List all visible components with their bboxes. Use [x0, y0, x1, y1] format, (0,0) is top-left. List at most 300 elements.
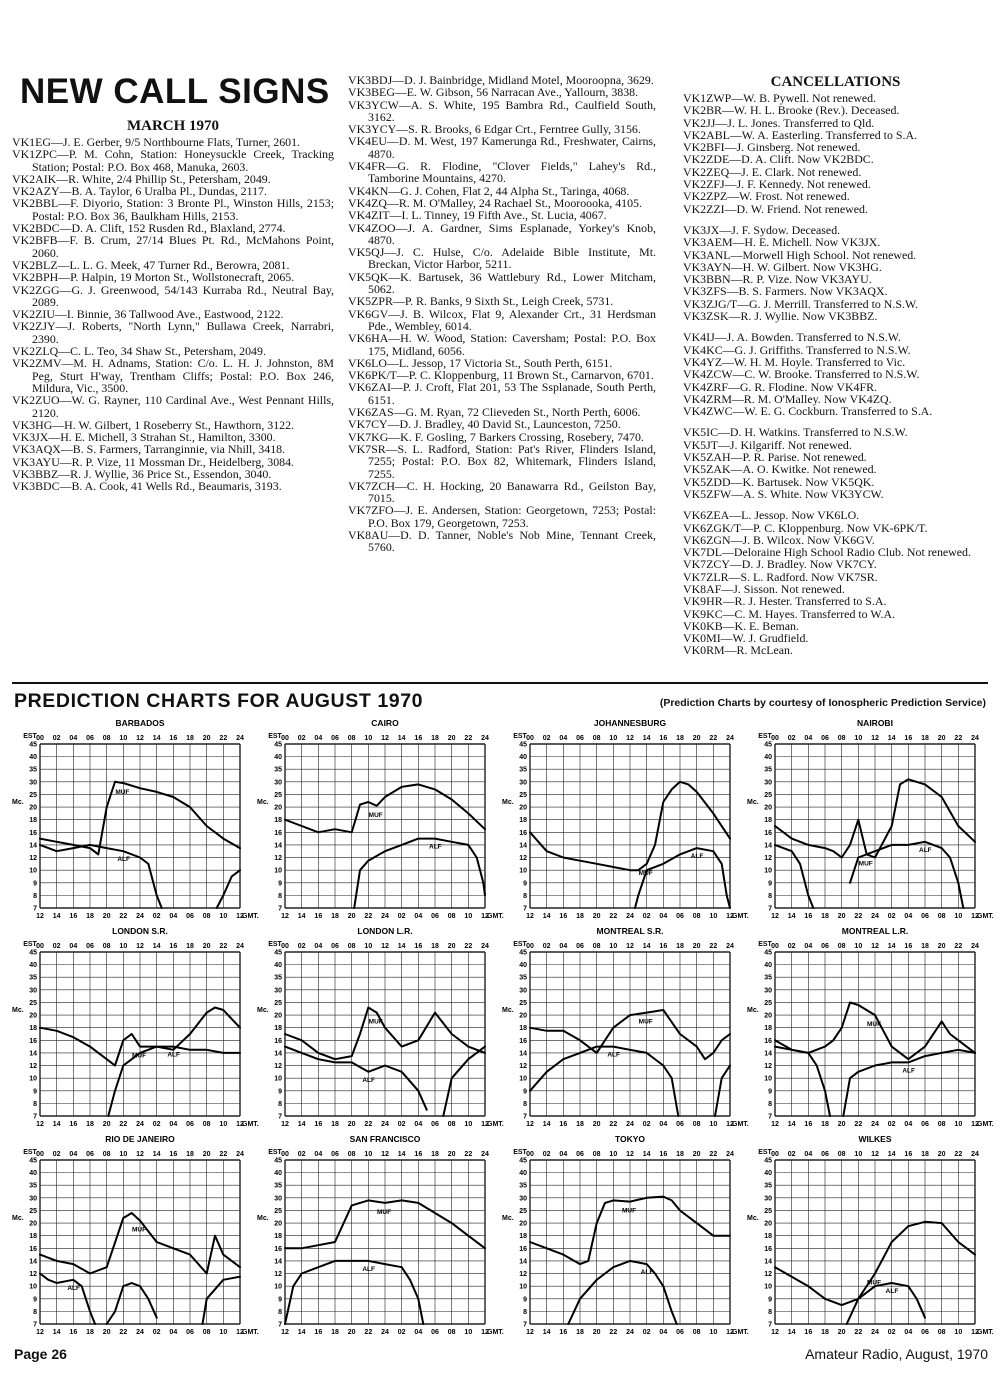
y-tick-label: 35 — [519, 974, 527, 982]
x-top-tick-label: 22 — [954, 1151, 963, 1158]
x-top-tick-label: 08 — [347, 1151, 356, 1158]
y-tick-label: 40 — [29, 962, 37, 970]
x-bottom-tick-label: 14 — [787, 1329, 796, 1336]
alf-label: ALF — [362, 1265, 375, 1273]
x-top-tick-label: 06 — [331, 943, 339, 950]
y-tick-label: 20 — [274, 804, 282, 812]
x-bottom-tick-label: 22 — [119, 1121, 128, 1128]
gmt-label: GMT. — [487, 1329, 504, 1336]
x-bottom-tick-label: 08 — [937, 913, 946, 920]
x-bottom-tick-label: 12 — [281, 1329, 289, 1336]
y-tick-label: 7 — [33, 1113, 37, 1121]
y-axis-label: Mc. — [747, 799, 759, 807]
alf-label: ALF — [885, 1288, 899, 1295]
x-top-tick-label: 04 — [314, 735, 323, 742]
x-top-tick-label: 12 — [626, 1151, 634, 1158]
y-tick-label: 9 — [278, 1088, 282, 1096]
gmt-label: GMT. — [732, 1121, 749, 1128]
muf-label: MUF — [638, 1018, 653, 1026]
x-top-tick-label: 06 — [86, 1151, 94, 1158]
x-top-tick-label: 24 — [236, 1151, 244, 1158]
x-bottom-tick-label: 18 — [576, 913, 584, 920]
x-top-tick-label: 20 — [937, 1151, 946, 1158]
cancellations-column — [683, 74, 988, 657]
x-bottom-tick-label: 22 — [854, 1329, 863, 1336]
y-tick-label: 35 — [764, 1182, 772, 1190]
prediction-chart — [255, 716, 504, 922]
chart-title: MONTREAL S.R. — [596, 926, 664, 936]
x-top-tick-label: 00 — [526, 735, 534, 742]
x-top-tick-label: 08 — [837, 1151, 846, 1158]
x-bottom-tick-label: 14 — [297, 1329, 306, 1336]
y-tick-label: 45 — [764, 1157, 772, 1165]
call-sign-entry: VK3BDC—B. A. Cook, 41 Wells Rd., Beaumaris, 3193. — [12, 479, 282, 494]
alf-curve — [775, 1047, 830, 1116]
gmt-label: GMT. — [487, 913, 504, 920]
y-tick-label: 10 — [519, 1075, 527, 1083]
x-top-tick-label: 20 — [692, 943, 701, 950]
x-top-tick-label: 24 — [726, 943, 734, 950]
y-tick-label: 25 — [519, 999, 527, 1007]
x-top-tick-label: 12 — [136, 1151, 144, 1158]
muf-label: MUF — [867, 1279, 882, 1287]
x-top-tick-label: 06 — [576, 1151, 584, 1158]
call-sign-entry: VK5QK—K. Bartusek, 36 Wattlebury Rd., Lower Mitcham, 5062. — [348, 269, 656, 297]
prediction-chart — [745, 1132, 994, 1338]
call-sign-entry: VK2ZGG—G. J. Greenwood, 54/143 Kurraba Rd., Neutral Bay, 2089. — [12, 282, 334, 309]
y-tick-label: 25 — [29, 1207, 37, 1215]
est-label: EST. — [268, 1149, 283, 1156]
y-tick-label: 30 — [519, 779, 527, 787]
x-top-tick-label: 16 — [659, 735, 668, 742]
y-tick-label: 14 — [29, 1258, 37, 1266]
prediction-chart — [255, 1132, 504, 1338]
y-axis-label: Mc. — [502, 1007, 514, 1015]
cancellation-entry: VK5ZDD—K. Bartusek. Now VK5QK. — [683, 474, 875, 489]
y-tick-label: 12 — [519, 855, 527, 863]
x-top-tick-label: 08 — [102, 1151, 111, 1158]
y-tick-label: 12 — [519, 1271, 527, 1279]
y-axis-label: Mc. — [747, 1215, 759, 1223]
x-bottom-tick-label: 24 — [381, 913, 389, 920]
y-tick-label: 8 — [768, 1308, 772, 1316]
y-tick-label: 12 — [274, 855, 282, 863]
y-axis-label: Mc. — [502, 799, 514, 807]
x-top-tick-label: 16 — [904, 735, 913, 742]
y-tick-label: 7 — [523, 1321, 527, 1329]
y-tick-label: 30 — [29, 987, 37, 995]
x-top-tick-label: 12 — [381, 1151, 389, 1158]
x-bottom-tick-label: 06 — [676, 1121, 684, 1128]
x-top-tick-label: 18 — [431, 943, 439, 950]
x-bottom-tick-label: 08 — [447, 1329, 456, 1336]
y-tick-label: 9 — [278, 1296, 282, 1304]
x-top-tick-label: 12 — [626, 943, 634, 950]
y-tick-label: 9 — [523, 880, 527, 888]
x-bottom-tick-label: 18 — [86, 913, 94, 920]
y-tick-label: 25 — [274, 1207, 282, 1215]
y-tick-label: 45 — [519, 949, 527, 957]
x-bottom-tick-label: 02 — [642, 913, 651, 920]
y-tick-label: 45 — [29, 1157, 37, 1165]
x-bottom-tick-label: 06 — [921, 1121, 929, 1128]
y-tick-label: 7 — [768, 905, 772, 913]
x-top-tick-label: 12 — [381, 735, 389, 742]
cancellation-entry: VK4ZRM—R. M. O'Malley. Now VK4ZQ. — [683, 391, 892, 406]
y-tick-label: 16 — [519, 1037, 527, 1045]
y-tick-label: 25 — [29, 791, 37, 799]
chart-svg — [10, 924, 259, 1130]
x-top-tick-label: 22 — [219, 735, 228, 742]
x-bottom-tick-label: 22 — [364, 1329, 373, 1336]
x-top-tick-label: 08 — [102, 735, 111, 742]
x-top-tick-label: 22 — [709, 735, 718, 742]
y-tick-label: 18 — [519, 1025, 527, 1033]
x-bottom-tick-label: 04 — [904, 1121, 913, 1128]
prediction-chart — [10, 1132, 259, 1338]
y-tick-label: 18 — [274, 1233, 282, 1241]
x-bottom-tick-label: 12 — [971, 1329, 979, 1336]
y-tick-label: 25 — [274, 791, 282, 799]
x-bottom-tick-label: 16 — [804, 1121, 813, 1128]
call-sign-entry: VK6ZAI—P. J. Croft, Flat 201, 53 The Ssplanade, South Perth, 6151. — [348, 380, 656, 407]
x-bottom-tick-label: 12 — [236, 913, 244, 920]
gmt-label: GMT. — [487, 1121, 504, 1128]
y-tick-label: 10 — [764, 867, 772, 875]
x-bottom-tick-label: 06 — [921, 1329, 929, 1336]
alf-curve — [443, 1047, 485, 1116]
x-bottom-tick-label: 04 — [659, 913, 668, 920]
muf-label: MUF — [638, 869, 653, 877]
x-top-tick-label: 08 — [837, 735, 846, 742]
x-bottom-tick-label: 20 — [102, 1121, 111, 1128]
y-tick-label: 16 — [29, 1245, 37, 1253]
x-top-tick-label: 22 — [464, 1151, 473, 1158]
x-top-tick-label: 22 — [709, 943, 718, 950]
y-tick-label: 35 — [519, 766, 527, 774]
x-bottom-tick-label: 22 — [364, 913, 373, 920]
x-bottom-tick-label: 22 — [609, 1329, 618, 1336]
call-sign-entry: VK1EG—J. E. Gerber, 9/5 Northbourne Flats, Turner, 2601. — [12, 135, 301, 149]
x-top-tick-label: 12 — [871, 943, 879, 950]
cancellation-entry: VK5ZAK—A. O. Kwitke. Not renewed. — [683, 462, 877, 477]
x-bottom-tick-label: 08 — [202, 1329, 211, 1336]
cancellation-entry: VK5ZAH—P. R. Parise. Not renewed. — [683, 450, 867, 465]
x-bottom-tick-label: 12 — [726, 1121, 734, 1128]
x-top-tick-label: 04 — [69, 1151, 78, 1158]
cancellation-group — [683, 224, 988, 322]
x-bottom-tick-label: 08 — [692, 1329, 701, 1336]
x-bottom-tick-label: 12 — [481, 913, 489, 920]
alf-label: ALF — [902, 1067, 915, 1075]
x-bottom-tick-label: 14 — [52, 1121, 61, 1128]
x-top-tick-label: 10 — [854, 735, 863, 742]
x-bottom-tick-label: 10 — [709, 913, 718, 920]
chart-title: CAIRO — [371, 718, 399, 728]
x-top-tick-label: 24 — [971, 735, 979, 742]
y-tick-label: 18 — [519, 1233, 527, 1241]
cancellation-entry: VK0KB—K. E. Beman. — [683, 618, 799, 633]
x-bottom-tick-label: 20 — [837, 1329, 846, 1336]
x-top-tick-label: 06 — [821, 943, 829, 950]
x-top-tick-label: 18 — [676, 1151, 684, 1158]
x-bottom-tick-label: 10 — [954, 1329, 963, 1336]
y-tick-label: 16 — [274, 1245, 282, 1253]
cancellation-entry: VK3JX—J. F. Sydow. Deceased. — [683, 222, 841, 237]
y-tick-label: 30 — [519, 1195, 527, 1203]
x-top-tick-label: 20 — [937, 943, 946, 950]
y-tick-label: 9 — [768, 1088, 772, 1096]
x-bottom-tick-label: 04 — [169, 1121, 178, 1128]
y-tick-label: 25 — [274, 999, 282, 1007]
x-top-tick-label: 14 — [152, 735, 161, 742]
x-top-tick-label: 20 — [447, 943, 456, 950]
y-tick-label: 35 — [274, 974, 282, 982]
y-tick-label: 30 — [519, 987, 527, 995]
y-tick-label: 40 — [29, 754, 37, 762]
x-bottom-tick-label: 10 — [219, 1121, 228, 1128]
y-tick-label: 20 — [519, 1220, 527, 1228]
call-sign-entry: VK6LO—L. Jessop, 17 Victoria St., South Perth, 6151. — [348, 355, 613, 370]
x-bottom-tick-label: 02 — [152, 1121, 161, 1128]
call-sign-entry: VK2ZIU—I. Binnie, 36 Tallwood Ave., Eastwood, 2122. — [12, 307, 284, 322]
y-tick-label: 35 — [274, 1182, 282, 1190]
x-bottom-tick-label: 02 — [642, 1121, 651, 1128]
x-bottom-tick-label: 16 — [69, 1329, 78, 1336]
x-top-tick-label: 12 — [871, 735, 879, 742]
publication-name: Amateur Radio, August, 1970 — [805, 1346, 988, 1362]
x-top-tick-label: 22 — [219, 943, 228, 950]
chart-title: NAIROBI — [857, 718, 893, 728]
x-top-tick-label: 00 — [281, 1151, 289, 1158]
cancellations-list — [683, 92, 988, 657]
chart-title: LONDON S.R. — [112, 926, 168, 936]
y-tick-label: 16 — [274, 1037, 282, 1045]
x-top-tick-label: 20 — [692, 1151, 701, 1158]
muf-label: MUF — [368, 1018, 383, 1026]
cancellation-entry: VK7ZCY—D. J. Bradley. Now VK7CY. — [683, 557, 877, 572]
x-top-tick-label: 18 — [921, 735, 929, 742]
y-tick-label: 30 — [764, 1195, 772, 1203]
x-top-tick-label: 16 — [659, 943, 668, 950]
call-sign-entry: VK7ZCH—C. H. Hocking, 20 Banawarra Rd., Geilston Bay, 7015. — [348, 478, 656, 506]
y-tick-label: 10 — [274, 1075, 282, 1083]
x-top-tick-label: 12 — [626, 735, 634, 742]
chart-title: LONDON L.R. — [357, 926, 413, 936]
chart-title: SAN FRANCISCO — [349, 1134, 421, 1144]
cancellation-entry: VK2BR—W. H. L. Brooke (Rev.). Deceased. — [683, 103, 900, 118]
x-top-tick-label: 08 — [592, 1151, 601, 1158]
x-bottom-tick-label: 20 — [102, 913, 111, 920]
prediction-chart — [255, 924, 504, 1130]
x-bottom-tick-label: 10 — [464, 1121, 473, 1128]
chart-title: WILKES — [858, 1134, 892, 1144]
x-bottom-tick-label: 20 — [347, 1329, 356, 1336]
x-top-tick-label: 22 — [954, 943, 963, 950]
x-top-tick-label: 22 — [709, 1151, 718, 1158]
y-tick-label: 8 — [768, 892, 772, 900]
y-tick-label: 7 — [768, 1113, 772, 1121]
cancellation-entry: VK4IJ—J. A. Bowden. Transferred to N.S.W. — [683, 330, 901, 345]
x-top-tick-label: 10 — [364, 735, 373, 742]
x-bottom-tick-label: 20 — [592, 1329, 601, 1336]
y-tick-label: 8 — [523, 1100, 527, 1108]
y-tick-label: 35 — [29, 766, 37, 774]
chart-svg — [10, 716, 259, 922]
x-bottom-tick-label: 12 — [526, 1121, 534, 1128]
y-tick-label: 35 — [519, 1182, 527, 1190]
x-top-tick-label: 00 — [526, 1151, 534, 1158]
x-bottom-tick-label: 20 — [347, 913, 356, 920]
x-top-tick-label: 02 — [297, 735, 306, 742]
y-tick-label: 40 — [519, 1170, 527, 1178]
x-bottom-tick-label: 04 — [659, 1121, 668, 1128]
call-signs-column-1 — [12, 118, 334, 493]
x-bottom-tick-label: 20 — [347, 1121, 356, 1128]
x-bottom-tick-label: 24 — [136, 913, 144, 920]
x-top-tick-label: 20 — [937, 735, 946, 742]
y-tick-label: 9 — [33, 1088, 37, 1096]
x-top-tick-label: 06 — [331, 735, 339, 742]
chart-title: JOHANNESBURG — [593, 718, 667, 728]
prediction-title: PREDICTION CHARTS FOR AUGUST 1970 — [14, 690, 424, 712]
y-tick-label: 16 — [274, 829, 282, 837]
y-tick-label: 40 — [764, 754, 772, 762]
cancellation-entry: VK6ZEA—L. Jessop. Now VK6LO. — [683, 508, 860, 523]
x-top-tick-label: 20 — [202, 1151, 211, 1158]
x-top-tick-label: 18 — [186, 943, 194, 950]
y-tick-label: 25 — [519, 791, 527, 799]
cancellation-entry: VK9KC—C. M. Hayes. Transferred to W.A. — [683, 606, 896, 621]
cancellation-entry: VK3ANL—Morwell High School. Not renewed. — [683, 247, 917, 262]
y-tick-label: 45 — [519, 1157, 527, 1165]
y-axis-label: Mc. — [257, 799, 269, 807]
x-top-tick-label: 12 — [136, 943, 144, 950]
x-top-tick-label: 08 — [102, 943, 111, 950]
x-bottom-tick-label: 06 — [186, 913, 194, 920]
y-tick-label: 12 — [274, 1271, 282, 1279]
y-tick-label: 18 — [274, 817, 282, 825]
y-tick-label: 12 — [29, 1271, 37, 1279]
x-bottom-tick-label: 20 — [592, 1121, 601, 1128]
x-top-tick-label: 14 — [397, 735, 406, 742]
alf-curve — [107, 1283, 157, 1324]
muf-label: MUF — [858, 860, 873, 868]
x-top-tick-label: 16 — [659, 1151, 668, 1158]
x-bottom-tick-label: 14 — [297, 913, 306, 920]
y-tick-label: 45 — [764, 741, 772, 749]
alf-label: ALF — [690, 853, 704, 861]
call-sign-entry: VK4ZIT—I. L. Tinney, 19 Fifth Ave., St. Lucia, 4067. — [348, 208, 607, 223]
y-tick-label: 14 — [274, 1050, 282, 1058]
y-tick-label: 14 — [519, 1050, 527, 1058]
cancellation-entry: VK8AF—J. Sisson. Not renewed. — [683, 581, 845, 596]
chart-svg — [500, 1132, 749, 1338]
x-top-tick-label: 02 — [297, 943, 306, 950]
chart-title: TOKYO — [614, 1134, 646, 1144]
cancellation-entry: VK2JJ—J. L. Jones. Transferred to Qld. — [683, 115, 875, 130]
chart-svg — [500, 924, 749, 1130]
prediction-chart — [745, 716, 994, 922]
x-top-tick-label: 14 — [397, 943, 406, 950]
x-bottom-tick-label: 10 — [219, 913, 228, 920]
x-top-tick-label: 18 — [921, 1151, 929, 1158]
call-sign-entry: VK3BDJ—D. J. Bainbridge, Midland Motel, Mooroopna, 3629. — [348, 73, 654, 87]
muf-label: MUF — [132, 1226, 147, 1234]
est-label: EST. — [23, 733, 38, 740]
y-tick-label: 10 — [274, 867, 282, 875]
x-top-tick-label: 16 — [414, 735, 423, 742]
y-tick-label: 12 — [519, 1063, 527, 1071]
x-top-tick-label: 10 — [609, 943, 618, 950]
call-sign-entry: VK7ZFO—J. E. Andersen, Station: Georgetown, 7253; Postal: P.O. Box 179, Georgetown, 7253. — [348, 503, 656, 530]
x-top-tick-label: 04 — [69, 735, 78, 742]
x-top-tick-label: 12 — [871, 1151, 879, 1158]
cancellation-entry: VK4ZWC—W. E. G. Cockburn. Transferred to S.A. — [683, 404, 933, 419]
alf-label: ALF — [919, 846, 932, 854]
call-sign-entry: VK3HG—H. W. Gilbert, 1 Roseberry St., Hawthorn, 3122. — [12, 417, 295, 432]
x-bottom-tick-label: 16 — [314, 1121, 323, 1128]
x-top-tick-label: 12 — [381, 943, 389, 950]
est-label: EST. — [758, 733, 773, 740]
muf-label: MUF — [622, 1207, 637, 1215]
x-top-tick-label: 06 — [821, 1151, 829, 1158]
y-tick-label: 20 — [519, 1012, 527, 1020]
x-bottom-tick-label: 24 — [626, 1329, 634, 1336]
x-top-tick-label: 20 — [202, 735, 211, 742]
y-tick-label: 9 — [768, 1296, 772, 1304]
y-tick-label: 8 — [523, 1308, 527, 1316]
x-bottom-tick-label: 12 — [281, 1121, 289, 1128]
x-bottom-tick-label: 08 — [202, 1121, 211, 1128]
alf-curve — [354, 839, 485, 908]
cancellations-heading: CANCELLATIONS — [770, 74, 901, 90]
call-sign-entry: VK5ZPR—P. R. Banks, 9 Sixth St., Leigh Creek, 5731. — [348, 294, 614, 309]
cancellation-entry: VK0MI—W. J. Grudfield. — [683, 631, 809, 646]
y-tick-label: 10 — [274, 1283, 282, 1291]
est-label: EST. — [758, 941, 773, 948]
y-tick-label: 20 — [29, 1220, 37, 1228]
x-top-tick-label: 06 — [86, 943, 94, 950]
y-tick-label: 45 — [274, 949, 282, 957]
y-tick-label: 25 — [764, 1207, 772, 1215]
x-top-tick-label: 08 — [347, 943, 356, 950]
x-bottom-tick-label: 06 — [431, 1121, 439, 1128]
y-tick-label: 10 — [29, 867, 37, 875]
y-tick-label: 16 — [29, 1037, 37, 1045]
x-top-tick-label: 00 — [281, 943, 289, 950]
prediction-chart — [10, 924, 259, 1130]
x-top-tick-label: 16 — [169, 943, 178, 950]
y-tick-label: 12 — [764, 1063, 772, 1071]
prediction-charts-grid — [10, 716, 994, 1336]
gmt-label: GMT. — [732, 1329, 749, 1336]
x-top-tick-label: 22 — [219, 1151, 228, 1158]
y-tick-label: 16 — [519, 829, 527, 837]
x-bottom-tick-label: 06 — [431, 1329, 439, 1336]
y-tick-label: 12 — [764, 1271, 772, 1279]
x-bottom-tick-label: 10 — [709, 1121, 718, 1128]
y-axis-label: Mc. — [257, 1215, 269, 1223]
x-bottom-tick-label: 12 — [971, 1121, 979, 1128]
y-tick-label: 10 — [764, 1075, 772, 1083]
y-tick-label: 40 — [274, 962, 282, 970]
chart-title: MONTREAL L.R. — [841, 926, 909, 936]
page-number: Page 26 — [14, 1346, 67, 1362]
x-bottom-tick-label: 12 — [526, 913, 534, 920]
y-tick-label: 18 — [29, 1233, 37, 1241]
x-bottom-tick-label: 12 — [771, 913, 779, 920]
